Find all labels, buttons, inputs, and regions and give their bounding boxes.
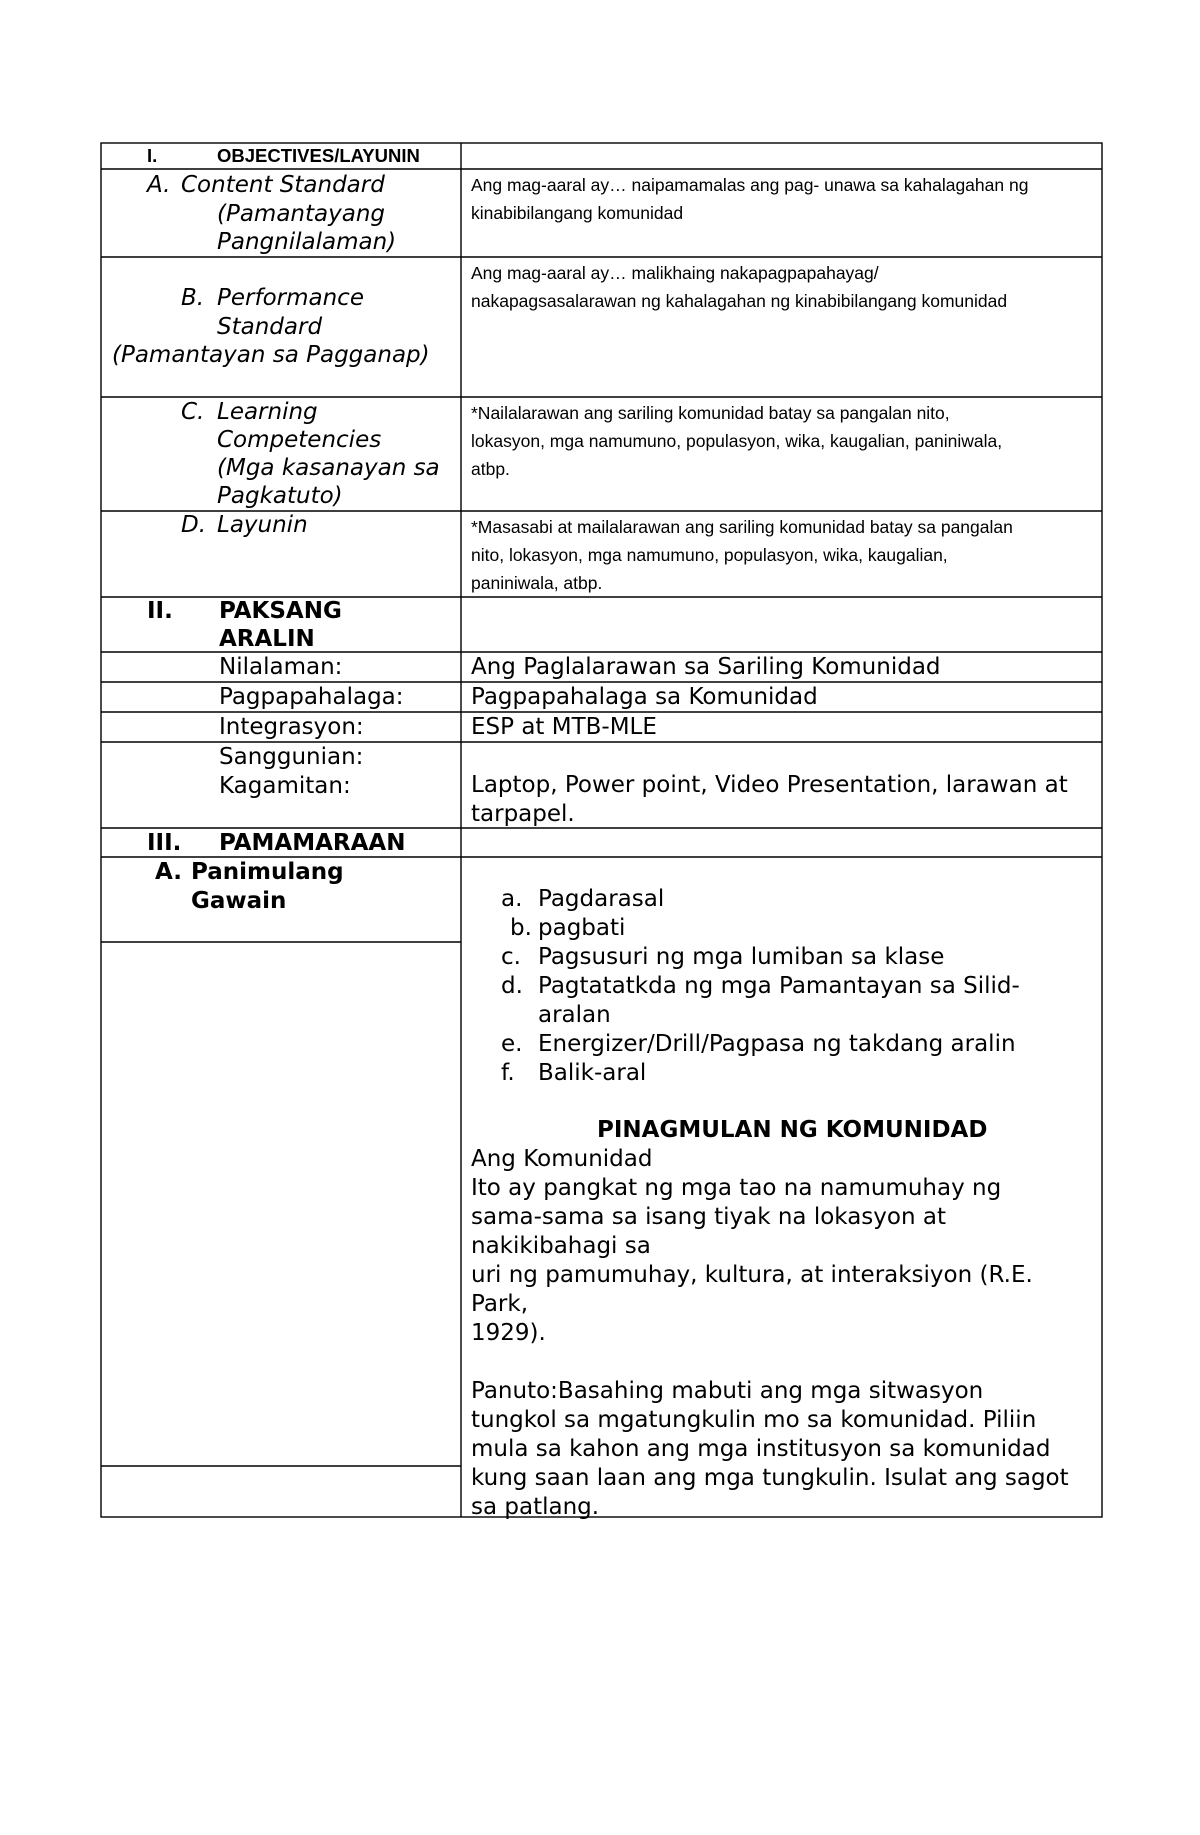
integrasyon-label: Integrasyon:	[219, 714, 364, 740]
nilalaman-value: Ang Paglalarawan sa Sariling Komunidad	[471, 654, 941, 680]
row-letter: A.	[147, 172, 171, 198]
list-marker: e.	[501, 1031, 523, 1057]
label-line: (Mga kasanayan sa	[217, 455, 440, 481]
row-letter: C.	[181, 399, 205, 425]
row-letter: A.	[155, 859, 182, 885]
pagpapahalaga-label: Pagpapahalaga:	[219, 684, 404, 710]
content-line: nakapagsasalarawan ng kahalagahan ng kinabibilangang komunidad	[471, 291, 1008, 311]
label-line: (Pamantayan sa Pagganap)	[112, 342, 430, 368]
label-line: Learning	[217, 399, 318, 425]
label-line: Standard	[217, 313, 323, 340]
section-number: II.	[147, 598, 173, 624]
instruction-line: mula sa kahon ang mga institusyon sa komunidad	[471, 1436, 1051, 1462]
content-line: *Masasabi at mailalarawan ang sariling komunidad batay sa pangalan	[471, 517, 1013, 537]
content-line: lokasyon, mga namumuno, populasyon, wika, kaugalian, paniniwala,	[471, 431, 1003, 451]
content-line: atbp.	[471, 459, 510, 479]
label-line: Layunin	[217, 512, 308, 538]
nilalaman-label: Nilalaman:	[219, 654, 343, 680]
list-item: Energizer/Drill/Pagpasa ng takdang aralin	[538, 1031, 1016, 1057]
list-marker: f.	[501, 1060, 515, 1086]
content-line: Ang mag-aaral ay… naipamamalas ang pag- unawa sa kahalagahan ng	[471, 175, 1029, 195]
content-line: Ang mag-aaral ay… malikhaing nakapagpapahayag/	[471, 263, 879, 283]
section-number: I.	[147, 145, 158, 166]
pagpapahalaga-value: Pagpapahalaga sa Komunidad	[471, 684, 818, 710]
list-item: Pagdarasal	[538, 886, 665, 912]
content-line: nito, lokasyon, mga namumuno, populasyon, wika, kaugalian,	[471, 545, 948, 565]
instruction-line: Panuto:Basahing mabuti ang mga sitwasyon	[471, 1378, 984, 1404]
list-marker: c.	[501, 944, 521, 970]
section-title: ARALIN	[219, 626, 315, 652]
list-marker: d.	[501, 973, 523, 999]
section-title: PAKSANG	[219, 598, 342, 624]
list-item: aralan	[538, 1002, 611, 1028]
kagamitan-value: tarpapel.	[471, 801, 575, 827]
label-line: Content Standard	[181, 172, 385, 198]
body-line: Ang Komunidad	[471, 1146, 653, 1172]
section-title: PAMAMARAAN	[219, 830, 406, 856]
integrasyon-value: ESP at MTB-MLE	[471, 714, 657, 740]
row-letter: B.	[181, 285, 205, 311]
label-line: Pagkatuto)	[217, 483, 343, 509]
panimula-label: Panimulang	[191, 859, 344, 885]
section-number: III.	[147, 830, 182, 856]
label-line: Pangnilalaman)	[217, 229, 397, 255]
kagamitan-value: Laptop, Power point, Video Presentation, larawan at	[471, 772, 1068, 798]
content-line: kinabibilangang komunidad	[471, 203, 684, 223]
instruction-line: sa patlang.	[471, 1494, 600, 1520]
label-line: Performance	[217, 285, 364, 311]
label-line: (Pamantayang	[217, 200, 386, 227]
label-line: Competencies	[217, 427, 382, 453]
list-item: Pagsusuri ng mga lumiban sa klase	[538, 944, 945, 970]
body-line: 1929).	[471, 1320, 546, 1346]
content-line: *Nailalarawan ang sariling komunidad batay sa pangalan nito,	[471, 403, 950, 423]
body-line: uri ng pamumuhay, kultura, at interaksiyon (R.E.	[471, 1262, 1033, 1288]
list-marker: b.	[510, 915, 532, 941]
body-line: Park,	[471, 1291, 529, 1317]
kagamitan-label: Kagamitan:	[219, 773, 351, 799]
list-item: Balik-aral	[538, 1060, 647, 1086]
body-line: nakikibahagi sa	[471, 1233, 651, 1259]
instruction-line: kung saan laan ang mga tungkulin. Isulat ang sagot	[471, 1465, 1069, 1491]
lesson-heading: PINAGMULAN NG KOMUNIDAD	[597, 1117, 988, 1143]
sanggunian-label: Sanggunian:	[219, 744, 364, 770]
row-letter: D.	[181, 512, 207, 538]
list-marker: a.	[501, 886, 523, 912]
body-line: Ito ay pangkat ng mga tao na namumuhay ng	[471, 1175, 1002, 1201]
panimula-label: Gawain	[191, 888, 287, 914]
list-item: pagbati	[538, 915, 626, 941]
body-line: sama-sama sa isang tiyak na lokasyon at	[471, 1204, 946, 1230]
list-item: Pagtatatkda ng mga Pamantayan sa Silid-	[538, 973, 1020, 999]
instruction-line: tungkol sa mgatungkulin mo sa komunidad. Piliin	[471, 1407, 1037, 1433]
content-line: paniniwala, atbp.	[471, 573, 603, 593]
section-title: OBJECTIVES/LAYUNIN	[217, 145, 420, 166]
